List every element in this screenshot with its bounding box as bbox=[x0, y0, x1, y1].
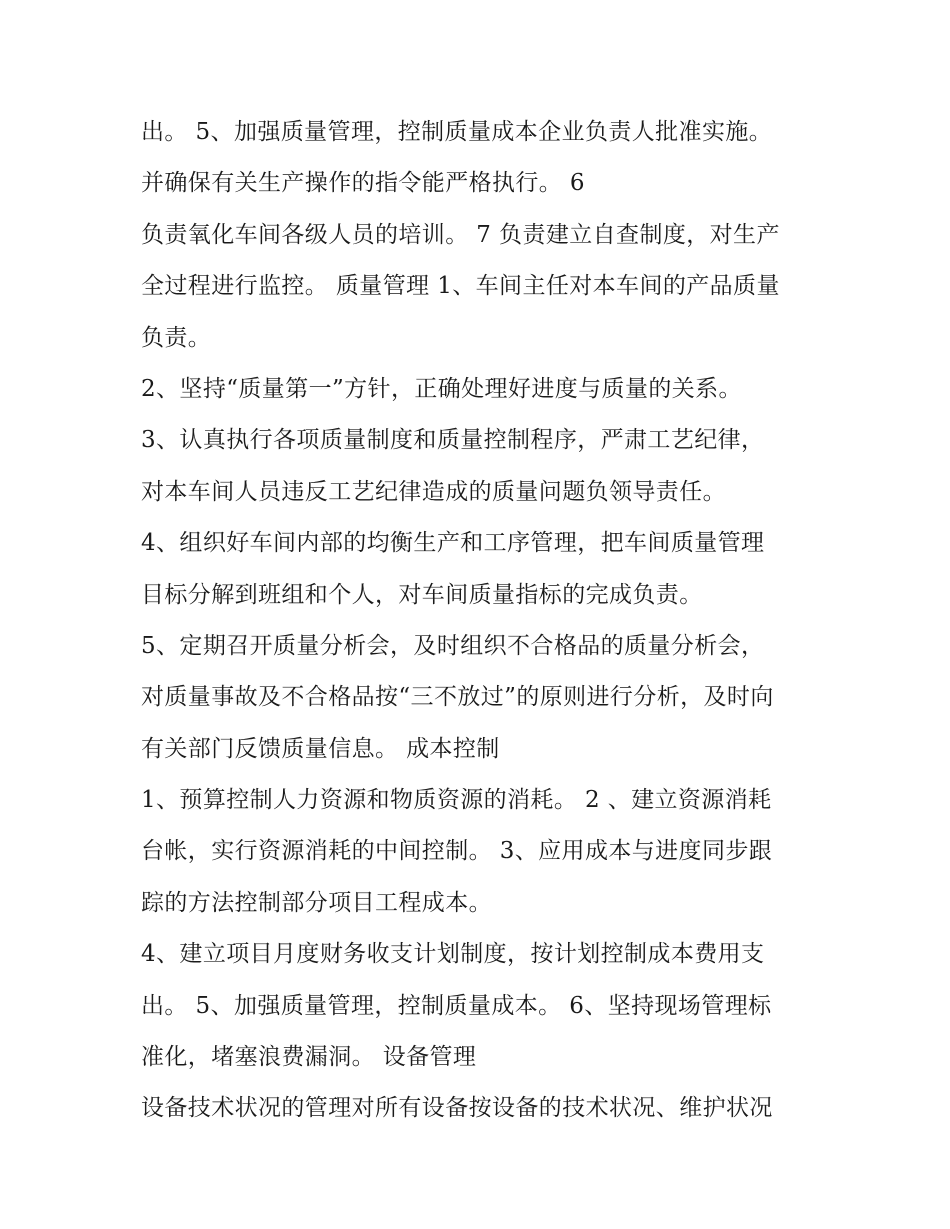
text-line-20: 设备技术状况的管理对所有设备按设备的技术状况、维护状况 bbox=[141, 1095, 773, 1122]
text-line-6: 2、坚持“质量第一”方针，正确处理好进度与质量的关系。 bbox=[141, 375, 742, 402]
text-line-18: 出。 5、加强质量管理，控制质量成本。 6、坚持现场管理标 bbox=[141, 992, 772, 1019]
text-line-11: 5、定期召开质量分析会，及时组织不合格品的质量分析会， bbox=[141, 632, 765, 659]
text-line-12: 对质量事故及不合格品按“三不放过”的原则进行分析，及时向 bbox=[141, 684, 774, 711]
text-line-10: 目标分解到班组和个人，对车间质量指标的完成负责。 bbox=[141, 581, 703, 608]
text-line-2: 并确保有关生产操作的指令能严格执行。 6 bbox=[141, 170, 585, 197]
text-line-4: 全过程进行监控。 质量管理 1、车间主任对本车间的产品质量 bbox=[141, 273, 780, 300]
text-line-1: 出。 5、加强质量管理，控制质量成本企业负责人批准实施。 bbox=[141, 119, 773, 145]
text-line-17: 4、建立项目月度财务收支计划制度，按计划控制成本费用支 bbox=[141, 941, 765, 968]
text-line-8: 对本车间人员违反工艺纪律造成的质量问题负领导责任。 bbox=[141, 478, 726, 505]
text-line-7: 3、认真执行各项质量制度和质量控制程序，严肃工艺纪律， bbox=[141, 427, 765, 454]
text-line-3: 负责氧化车间各级人员的培训。 7 负责建立自查制度，对生产 bbox=[141, 221, 780, 248]
text-line-13: 有关部门反馈质量信息。 成本控制 bbox=[141, 735, 500, 762]
text-line-19: 准化，堵塞浪费漏洞。 设备管理 bbox=[141, 1044, 477, 1071]
text-line-14: 1、预算控制人力资源和物质资源的消耗。 2 、建立资源消耗 bbox=[141, 787, 772, 814]
text-line-5: 负责。 bbox=[141, 324, 212, 351]
text-line-16: 踪的方法控制部分项目工程成本。 bbox=[141, 889, 492, 916]
text-line-15: 台帐，实行资源消耗的中间控制。 3、应用成本与进度同步跟 bbox=[141, 838, 773, 865]
body-text bbox=[141, 107, 821, 1135]
text-line-9: 4、组织好车间内部的均衡生产和工序管理，把车间质量管理 bbox=[141, 530, 765, 557]
